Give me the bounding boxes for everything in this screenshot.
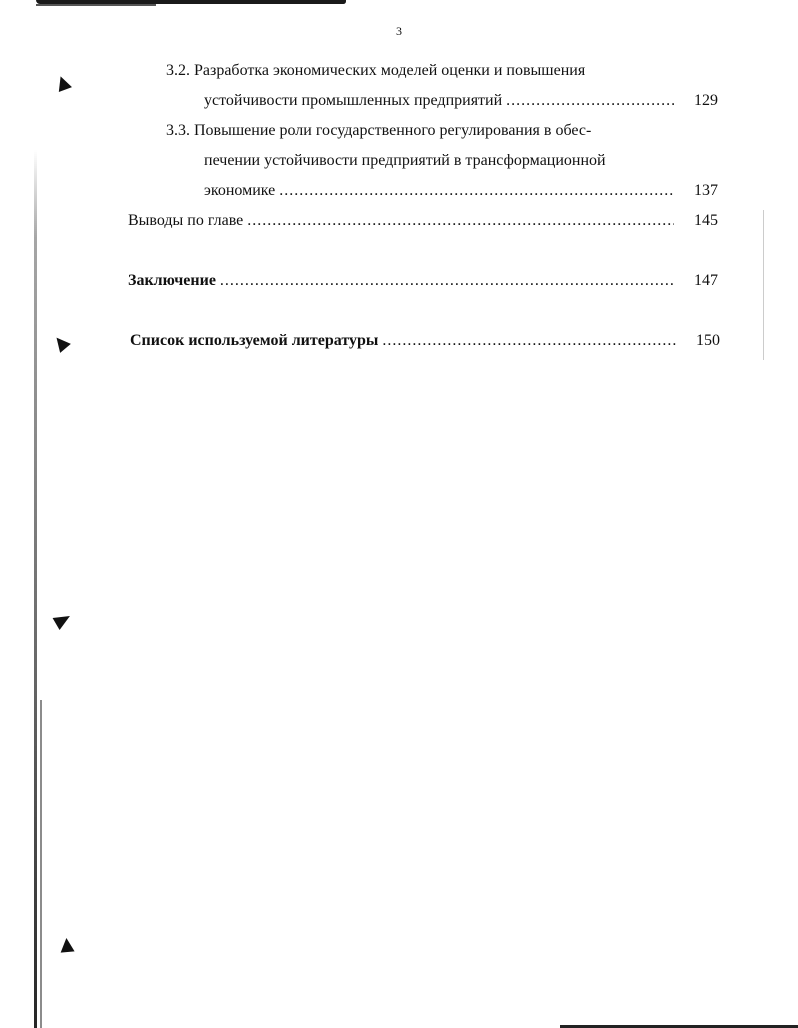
scan-edge-right xyxy=(763,210,764,360)
binding-hole-mark xyxy=(53,610,74,630)
toc-entry-3-3-line-3 xyxy=(204,181,718,201)
toc-title-line: устойчивости промышленных предприятий xyxy=(204,92,503,109)
toc-page-ref: 137 xyxy=(694,182,718,199)
toc-title-line: Выводы по главе xyxy=(128,212,244,229)
toc-title-line: печении устойчивости предприятий в трансформационной xyxy=(204,152,606,169)
toc-section-number: 3.2. xyxy=(166,62,190,79)
toc-entry-3-3-line-2 xyxy=(204,151,606,171)
toc-entry-conclusion xyxy=(128,271,718,291)
toc-entry-bibliography xyxy=(130,331,720,351)
dot-leader xyxy=(220,271,674,291)
scan-edge-top-secondary xyxy=(36,4,156,6)
binding-hole-mark xyxy=(59,937,74,952)
toc-page-ref: 150 xyxy=(696,332,720,349)
scan-edge-left xyxy=(34,150,37,1028)
toc-entry-3-2-line-2 xyxy=(204,91,718,111)
dot-leader xyxy=(506,91,674,111)
toc-title-line: экономике xyxy=(204,182,276,199)
toc-page-ref: 129 xyxy=(694,92,718,109)
toc-title-line: Разработка экономических моделей оценки и повышения xyxy=(194,62,586,79)
page-number: 3 xyxy=(396,24,402,38)
toc-title-line: Заключение xyxy=(128,272,216,289)
toc-page-ref: 145 xyxy=(694,212,718,229)
toc-title-line: Список используемой литературы xyxy=(130,332,379,349)
dot-leader xyxy=(247,211,674,231)
scan-edge-left-secondary xyxy=(40,700,42,1028)
toc-section-number: 3.3. xyxy=(166,122,190,139)
binding-hole-mark xyxy=(51,333,71,353)
toc-entry-3-2-line-1 xyxy=(166,61,585,81)
toc-title-line: Повышение роли государственного регулирования в обес- xyxy=(194,122,592,139)
toc-entry-conclusions-chapter xyxy=(128,211,718,231)
toc-page-ref: 147 xyxy=(694,272,718,289)
binding-hole-mark xyxy=(54,74,72,92)
toc-entry-3-3-line-1 xyxy=(166,121,591,141)
dot-leader xyxy=(279,181,674,201)
dot-leader xyxy=(382,331,676,351)
